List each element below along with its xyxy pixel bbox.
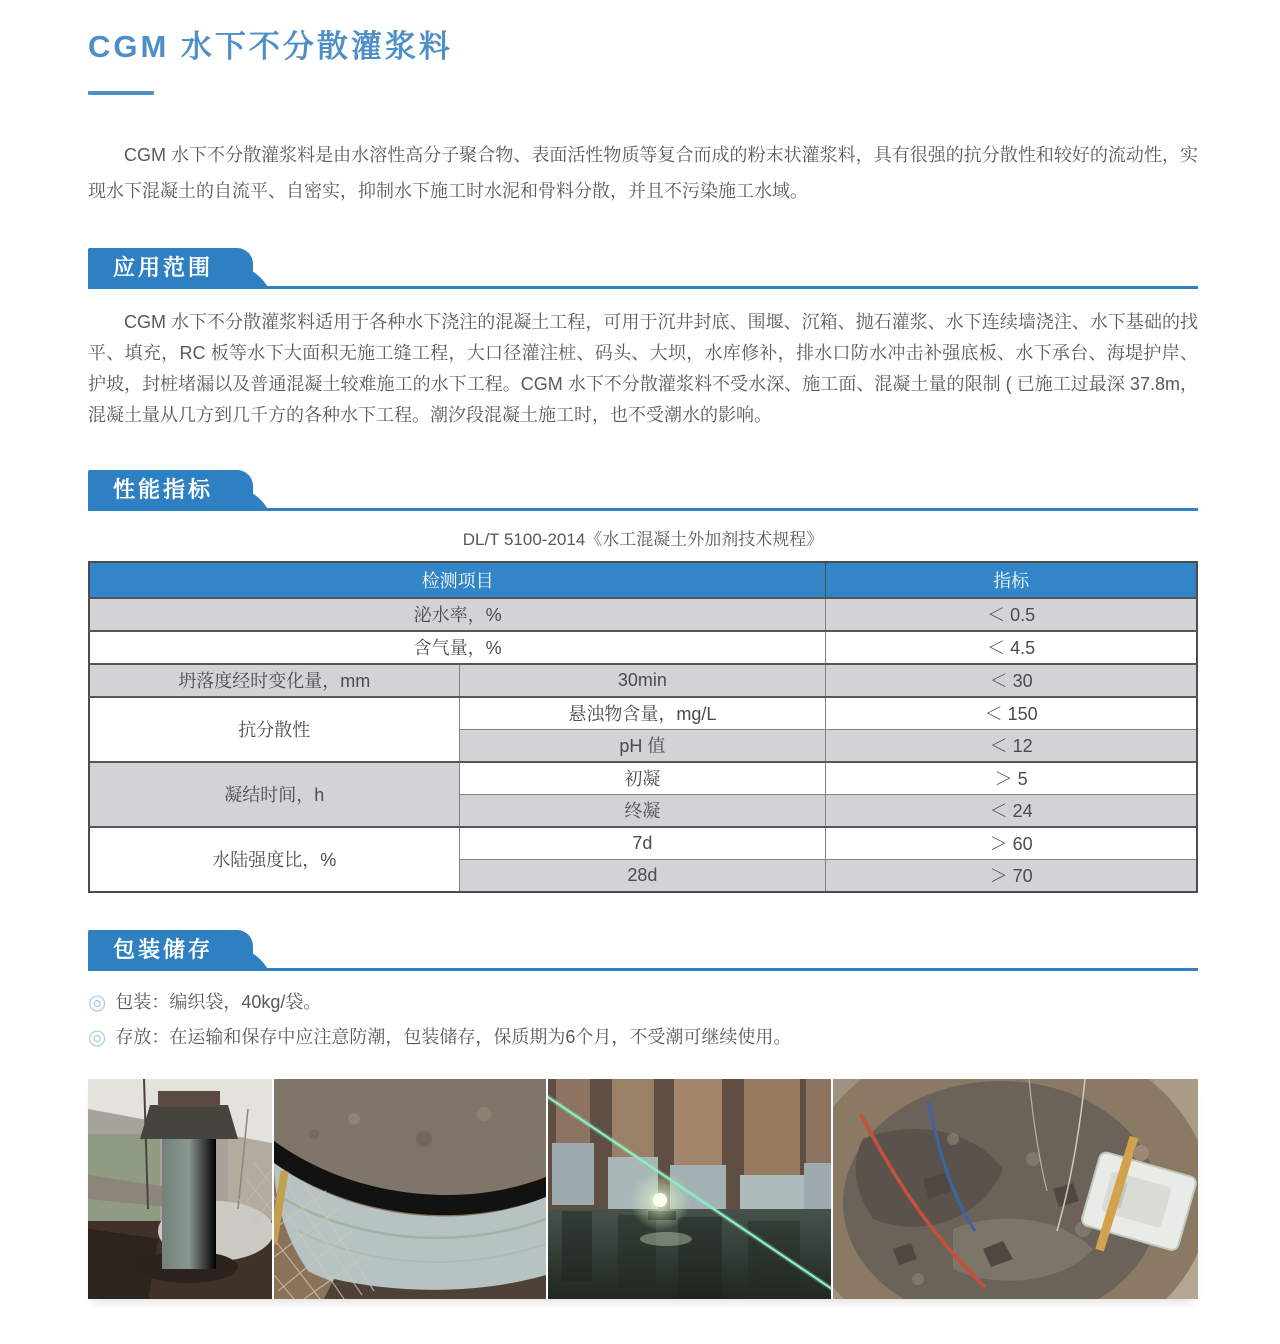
row-sublabel: 7d xyxy=(459,827,826,860)
photo-graphic xyxy=(274,1079,546,1299)
table-row xyxy=(89,664,1197,697)
packaging-item-text: 包装：编织袋，40kg/袋。 xyxy=(115,991,322,1012)
application-heading: 应用范围 xyxy=(113,254,214,280)
circle-double-icon: ◎ xyxy=(88,990,107,1014)
column-header-item: 检测项目 xyxy=(89,562,826,598)
row-value: ＜ 24 xyxy=(826,794,1197,827)
row-sublabel: pH 值 xyxy=(459,729,826,762)
packaging-heading: 包装储存 xyxy=(113,936,214,962)
application-badge xyxy=(88,248,253,289)
row-sublabel: 终凝 xyxy=(459,794,826,827)
row-value: ＜ 0.5 xyxy=(826,598,1197,631)
pier-steel-jacket-closeup-photo xyxy=(274,1079,546,1299)
row-label: 含气量，% xyxy=(89,631,826,664)
performance-badge xyxy=(88,470,253,511)
section-header-packaging xyxy=(88,927,1198,971)
row-label: 泌水率，% xyxy=(89,598,826,631)
night-piers-underwater-light-photo xyxy=(548,1079,831,1299)
section-header-performance xyxy=(88,467,1198,511)
table-row xyxy=(89,631,1197,664)
packaging-item-text: 存放：在运输和保存中应注意防潮，包装储存，保质期为6个月，不受潮可继续使用。 xyxy=(115,1026,792,1047)
table-row xyxy=(89,598,1197,631)
row-label: 水陆强度比，% xyxy=(89,827,459,892)
steel-pile-casing-under-cap-photo xyxy=(88,1079,272,1299)
row-sublabel: 30min xyxy=(459,664,826,697)
row-label: 坍落度经时变化量，mm xyxy=(89,664,459,697)
row-value: ＜ 4.5 xyxy=(826,631,1197,664)
photo-graphic xyxy=(88,1079,272,1299)
table-row xyxy=(89,762,1197,795)
photo-graphic xyxy=(548,1079,831,1299)
circle-double-icon: ◎ xyxy=(88,1025,107,1049)
row-sublabel: 28d xyxy=(459,859,826,892)
row-value: ＜ 12 xyxy=(826,729,1197,762)
row-value: ＞ 60 xyxy=(826,827,1197,860)
packaging-badge xyxy=(88,930,253,971)
column-header-index: 指标 xyxy=(826,562,1197,598)
row-value: ＞ 5 xyxy=(826,762,1197,795)
page-title: CGM 水下不分散灌浆料 xyxy=(88,28,453,64)
row-value: ＜ 30 xyxy=(826,664,1197,697)
performance-table xyxy=(88,561,1198,893)
intro-paragraph: CGM 水下不分散灌浆料是由水溶性高分子聚合物、表面活性物质等复合而成的粉末状灌浆料，具有很强的抗分散性和较好的流动性，实现水下混凝土的自流平、自密实，抑制水下施工时水泥和骨料分散，并且不污染施工水域。 xyxy=(88,144,1198,201)
standard-reference: DL/T 5100-2014《水工混凝土外加剂技术规程》 xyxy=(462,529,824,549)
row-label: 凝结时间，h xyxy=(89,762,459,827)
list-item xyxy=(88,1020,1198,1055)
table-header-row xyxy=(89,562,1197,598)
row-label: 抗分散性 xyxy=(89,697,459,762)
title-underline-dash xyxy=(88,91,154,95)
site-photos-strip xyxy=(88,1079,1198,1299)
row-sublabel: 初凝 xyxy=(459,762,826,795)
section-header-application xyxy=(88,245,1198,289)
datasheet-page xyxy=(88,0,1198,1299)
list-item xyxy=(88,985,1198,1020)
table-row xyxy=(89,827,1197,860)
performance-heading: 性能指标 xyxy=(113,476,214,502)
packaging-list xyxy=(88,985,1198,1055)
application-paragraph: CGM 水下不分散灌浆料适用于各种水下浇注的混凝土工程，可用于沉井封底、围堰、沉箱、抛石灌浆、水下连续墙浇注、水下基础的找平、填充，RC 板等水下大面积无施工缝工程，大口径灌注桩、码头、大坝，水库修补，排水口防水冲击补强底板、水下承台、海堤护岸、护坡，封桩堵漏以及普通混凝土较难施工的水下工程。CGM 水下不分散灌浆料不受水深、施工面、混凝土量的限制 ( 已施工过最深 37.8m，混凝土量从几方到几千方的各种水下工程。潮汐段混凝土施工时，也不受潮水的影响。 xyxy=(88,311,1198,425)
row-value: ＜ 150 xyxy=(826,697,1197,730)
photo-graphic xyxy=(833,1079,1198,1299)
row-sublabel: 悬浊物含量，mg/L xyxy=(459,697,826,730)
table-row xyxy=(89,697,1197,730)
row-value: ＞ 70 xyxy=(826,859,1197,892)
circular-caisson-pit-top-view-photo xyxy=(833,1079,1198,1299)
